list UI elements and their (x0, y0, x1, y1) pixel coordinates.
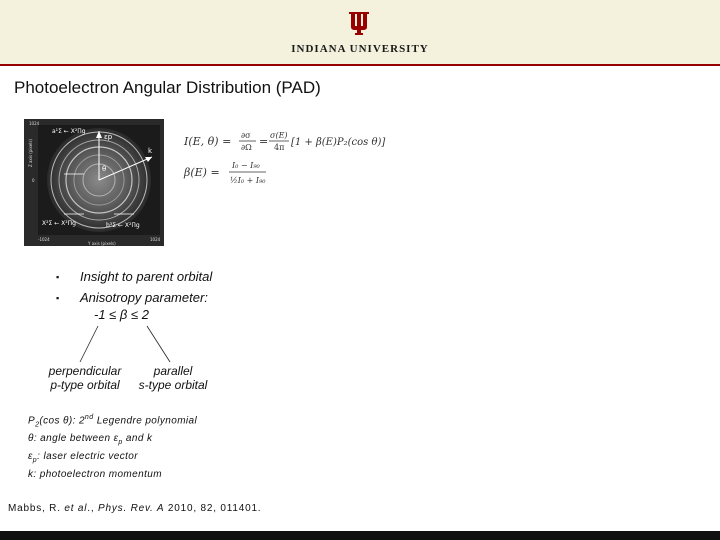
note-theta: θ: angle between $\varepsilon_p$ and k (28, 433, 153, 447)
eq1-frac2-num: σ(E) (270, 131, 288, 140)
eq1-mid: = (259, 135, 269, 148)
branch-right-line1: parallel (153, 364, 193, 378)
pad-image-graphic (24, 119, 164, 246)
bullet-text: Anisotropy parameter: (80, 290, 208, 305)
tick-top: 1024 (29, 121, 40, 126)
label-theta: θ (102, 165, 107, 173)
bullet-item (56, 266, 212, 287)
notes-block (28, 411, 197, 482)
x-axis-label: Y axis (pixels) (88, 241, 116, 246)
bullet-marker: ▪ (56, 271, 60, 282)
header-band (0, 0, 720, 64)
branch-left-label (44, 364, 126, 392)
beta-range: -1 ≤ β ≤ 2 (94, 307, 149, 322)
eq2-den: ½I₀ + I₉₀ (230, 176, 266, 185)
university-name: INDIANA UNIVERSITY (291, 43, 429, 55)
label-k: k (148, 147, 153, 155)
bullet-marker: ▪ (56, 292, 60, 303)
eq1-rhs: [1 + β(E)P₂(cos θ)] (291, 137, 386, 148)
note-legendre: $P_2(\cos$ θ): 2nd Legendre polynomial (28, 414, 198, 429)
bullet-list (56, 266, 212, 308)
pad-image (24, 119, 164, 246)
equations (182, 128, 402, 193)
title-divider (0, 64, 720, 66)
branch-left-line2: p-type orbital (50, 378, 120, 392)
eq2-num: I₀ − I₉₀ (232, 161, 260, 170)
label-epsilon: εp (104, 133, 113, 141)
footer-bar (0, 531, 720, 540)
eq1-lhs: I(E, θ) = (184, 135, 232, 148)
eq2-lhs: β(E) = (184, 166, 220, 179)
iu-trident-icon (347, 10, 371, 36)
branch-left-line1: perpendicular (48, 364, 122, 378)
label-bottom-right: b³Σ ← X²Πg (106, 222, 140, 229)
branch-right-line2: s-type orbital (138, 378, 208, 392)
citation: Mabbs, R. et al., Phys. Rev. A 2010, 82, 011401. (8, 503, 262, 514)
bullet-text: Insight to parent orbital (80, 269, 213, 284)
eq1-frac2-den: 4π (274, 143, 285, 152)
note-epsilon: $\varepsilon_p$: laser electric vector (28, 451, 138, 465)
eq1-frac-den: ∂Ω (241, 143, 252, 152)
tick-mid: 0 (32, 178, 35, 183)
tick-bottom: -1024 (38, 237, 50, 242)
branch-right-label (134, 364, 212, 392)
tick-right: 1024 (150, 237, 161, 242)
slide-title: Photoelectron Angular Distribution (PAD) (14, 78, 321, 97)
note-k: k: photoelectron momentum (28, 469, 162, 481)
y-axis-label: Z axis (pixels) (28, 139, 33, 167)
bullet-item (56, 287, 212, 308)
eq1-frac-num: ∂σ (241, 131, 251, 140)
label-top-left: a¹Σ ← X²Πg (52, 128, 86, 135)
label-bottom-left: X²Σ ← X²Πg (42, 220, 76, 227)
